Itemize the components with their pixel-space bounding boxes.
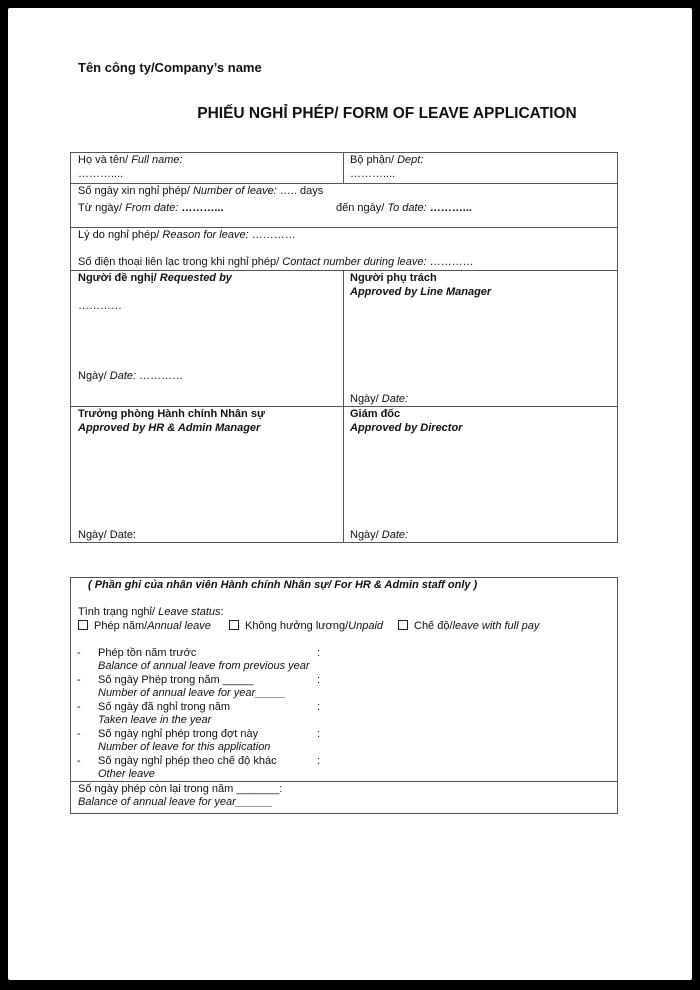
hr-manager-label-vi: Trưởng phòng Hành chính Nhân sự [78,408,265,420]
from-date-field[interactable]: ………... [178,202,224,214]
checkbox-icon[interactable] [229,620,239,630]
list-item-en: Number of annual leave for year_____ [98,687,286,699]
list-item-en: Balance of annual leave from previous year [98,660,310,672]
list-bullet: - [77,755,81,767]
full-name-label: Họ và tên/ Full name: [78,154,183,166]
column-divider [343,270,344,542]
form-title: PHIẾU NGHỈ PHÉP/ FORM OF LEAVE APPLICATION [197,105,577,122]
full-name-field[interactable]: ……….... [78,168,124,180]
annual-leave-option[interactable]: Phép năm/Annual leave [78,620,211,633]
list-item-colon: : [317,728,321,740]
hr-section-heading: ( Phần ghi của nhân viên Hành chính Nhân sự/ For HR & Admin staff only ) [88,579,478,591]
row-divider [70,227,617,228]
list-bullet: - [77,674,81,686]
hr-manager-date-label: Ngày/ Date: [78,529,137,541]
requested-by-label: Người đề nghị/ Requested by [78,272,232,284]
reason-field[interactable]: ………… [248,229,296,241]
to-date-field[interactable]: ………... [426,202,472,214]
list-item-en: Taken leave in the year [98,714,212,726]
contact-number-label: Số điện thoại liên lạc trong khi nghỉ phép/ Contact number during leave: ………… [78,256,474,268]
requested-by-signature-field[interactable]: ………… [78,300,122,312]
list-item-vi: Số ngày nghỉ phép theo chế độ khác [98,755,277,767]
line-manager-label-en: Approved by Line Manager [350,286,492,298]
dept-field[interactable]: ……….... [350,168,396,180]
director-date-label: Ngày/ Date: [350,529,409,541]
to-date-label: đến ngày/ To date: ………... [336,202,472,214]
list-bullet: - [77,701,81,713]
director-label-vi: Giám đốc [350,408,401,420]
contact-number-field[interactable]: ………… [426,256,474,268]
list-item-en: Other leave [98,768,155,780]
number-of-leave-label: Số ngày xin nghỉ phép/ Number of leave: ….. days [78,185,324,197]
list-item-colon: : [317,701,321,713]
list-item-colon: : [317,647,321,659]
form-page [8,8,692,980]
company-name: Tên công ty/Company’s name [78,60,262,75]
list-item-vi: Số ngày đã nghỉ trong năm [98,701,231,713]
unpaid-leave-option[interactable]: Không hưởng lương/Unpaid [229,620,383,633]
from-date-label: Từ ngày/ From date: ………... [78,202,224,214]
director-label-en: Approved by Director [350,422,463,434]
number-of-leave-field[interactable]: ….. days [276,185,324,197]
list-item-vi: Số ngày Phép trong năm _____ [98,674,254,686]
hr-manager-label-en: Approved by HR & Admin Manager [78,422,261,434]
checkbox-icon[interactable] [78,620,88,630]
checkbox-icon[interactable] [398,620,408,630]
list-bullet: - [77,728,81,740]
dept-label: Bộ phận/ Dept: [350,154,424,166]
column-divider [343,152,344,184]
remaining-leave-label: Số ngày phép còn lại trong năm _______: [78,783,283,795]
line-manager-label-vi: Người phụ trách [350,272,437,284]
leave-status-label: Tình trạng nghỉ/ Leave status: [78,606,224,618]
list-bullet: - [77,647,81,659]
requested-date-label: Ngày/ Date: ………… [78,370,184,382]
list-item-en: Number of leave for this application [98,741,271,753]
full-pay-leave-option[interactable]: Chế độ/leave with full pay [398,620,539,633]
remaining-leave-label-en: Balance of annual leave for year______ [78,796,273,808]
list-item-vi: Phép tồn năm trước [98,647,197,659]
list-item-colon: : [317,755,321,767]
line-manager-date-label: Ngày/ Date: [350,393,409,405]
list-item-vi: Số ngày nghỉ phép trong đợt này [98,728,259,740]
requested-date-field[interactable]: ………… [136,370,184,382]
row-divider [70,781,617,782]
reason-label: Lý do nghỉ phép/ Reason for leave: ………… [78,229,296,241]
list-item-colon: : [317,674,321,686]
